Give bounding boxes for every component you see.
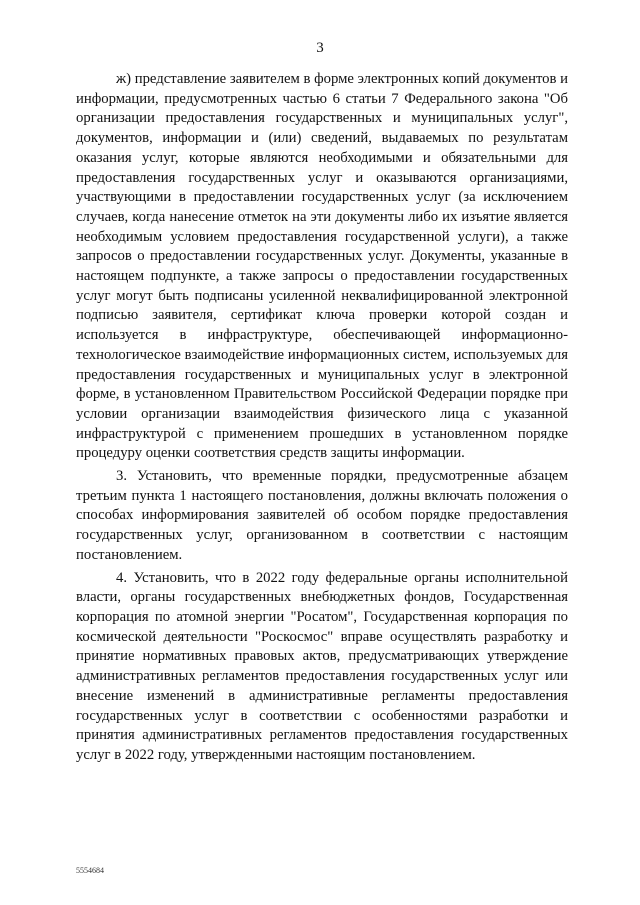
document-body bbox=[76, 70, 568, 766]
document-code: 5554684 bbox=[76, 866, 104, 875]
paragraph-point-4: 4. Установить, что в 2022 году федеральные органы исполнительной власти, органы государственных внебюджетных фондов, Государственная корпорация по атомной энергии "Росатом", Государственная корпорация по космической деятельности "Роскосмос" вправе осуществлять разработку и принятие нормативных правовых актов, предусматривающих утверждение административных регламентов предоставления государственных услуг или внесение изменений в административные регламенты предоставления государственных услуг в соответствии с особенностями разработки и принятия административных регламентов предоставления государственных услуг в 2022 году, утвержденными настоящим постановлением. bbox=[76, 569, 568, 763]
paragraph-point-3: 3. Установить, что временные порядки, предусмотренные абзацем третьим пункта 1 настоящего постановления, должны включать положения о способах информирования заявителей об особом порядке предоставления государственных услуг, организованном в соответствии с настоящим постановлением. bbox=[76, 468, 568, 563]
paragraph-subpoint-zh: ж) представление заявителем в форме электронных копий документов и информации, предусмотренных частью 6 статьи 7 Федерального закона "Об организации предоставления государственных и муниципальных услуг", документов, информации и (или) сведений, выдаваемых по результатам оказания услуг, которые являются необходимыми и обязательными для предоставления государственных услуг и оказываются организациями, участвующими в предоставлении государственных услуг (за исключением случаев, когда нанесение отметок на эти документы либо их изъятие является необходимым условием предоставления государственной услуги), а также запросов о предоставлении государственных услуг. Документы, указанные в настоящем подпункте, а также запросы о предоставлении государственных услуг могут быть подписаны усиленной неквалифицированной электронной подписью заявителя, сертификат ключа проверки которой создан и используется в инфраструктуре, обеспечивающей информационно-технологическое взаимодействие информационных систем, используемых для предоставления государственных и муниципальных услуг в электронной форме, в установленном Правительством Российской Федерации порядке при условии организации взаимодействия физического лица с указанной инфраструктурой с применением прошедших в установленном порядке процедуру оценки соответствия средств защиты информации. bbox=[76, 71, 568, 462]
page-number: 3 bbox=[316, 40, 324, 56]
